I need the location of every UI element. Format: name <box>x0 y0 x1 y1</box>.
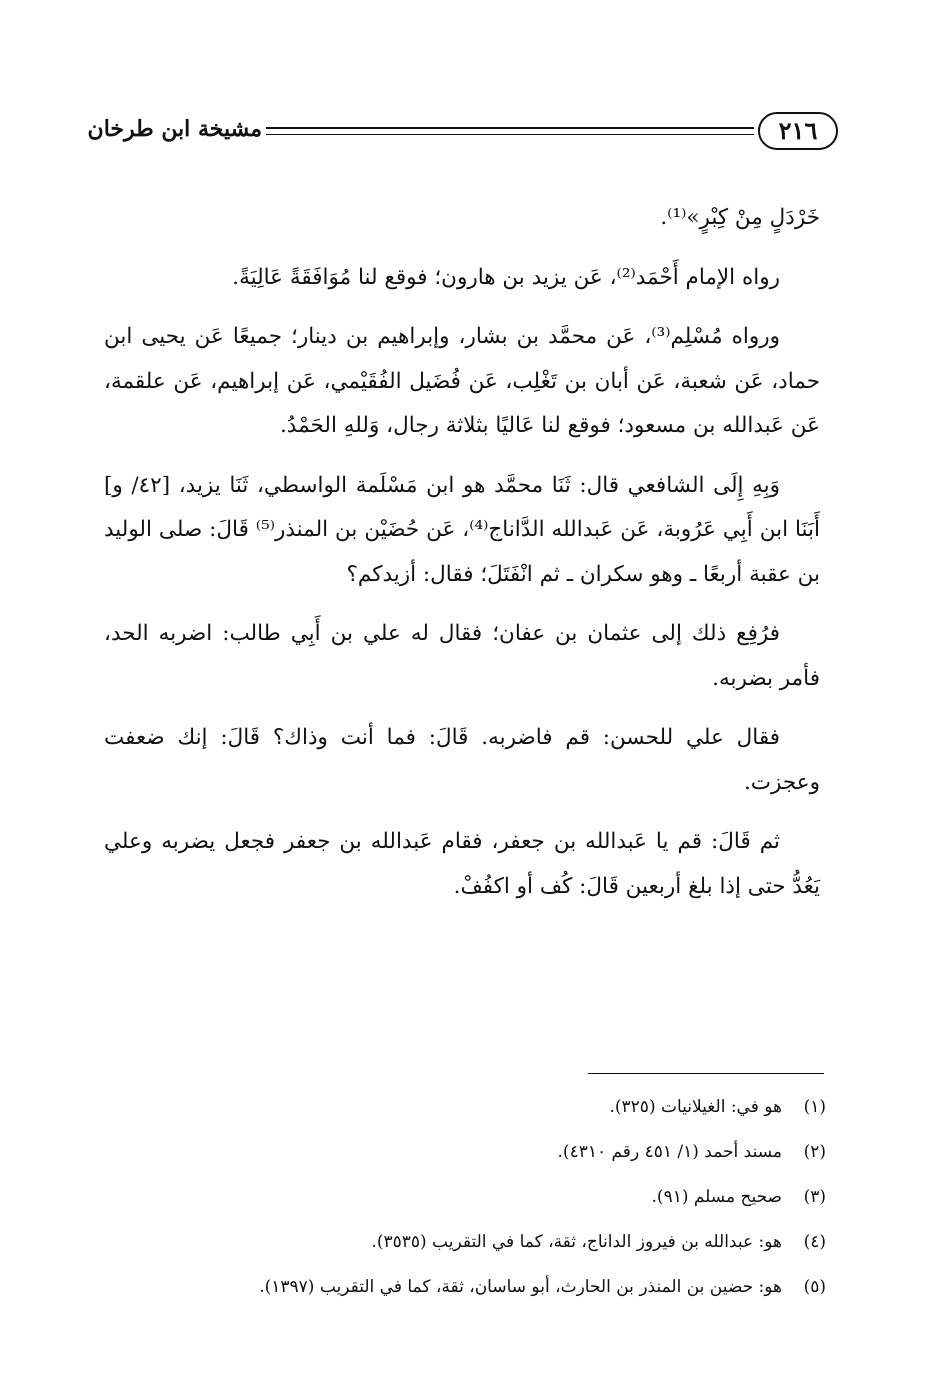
paragraph: رواه الإمام أَحْمَد⁽²⁾، عَن يزيد بن هارون؛ فوقع لنا مُوَافَقَةً عَالِيَةً. <box>232 264 780 290</box>
footnote-text: صحيح مسلم (٩١). <box>651 1187 782 1207</box>
footnote <box>104 1175 826 1220</box>
footnotes <box>104 1085 826 1310</box>
paragraph: ثم قَالَ: قم يا عَبدالله بن جعفر، فقام عَبدالله بن جعفر فجعل يضربه وعلي يَعُدُّ حتى إذا بلغ أربعين قَالَ: كُف أو اكفُفْ. <box>104 829 820 899</box>
paragraph: فقال علي للحسن: قم فاضربه. قَالَ: فما أنت وذاك؟ قَالَ: إنك ضعفت وعجزت. <box>104 725 820 795</box>
footnote <box>104 1130 826 1175</box>
footnote-number: (٢) <box>803 1142 826 1162</box>
footnote-number: (٣) <box>803 1187 826 1207</box>
book-title: مشيخة ابن طرخان <box>87 116 262 142</box>
paragraph: وَبِهِ إِلَى الشافعي قال: ثَنَا محمَّد هو ابن مَسْلَمة الواسطي، ثَنَا يزيد، [٤٢/ و] أَبَنَا ابن أَبِي عَرُوبة، عَن عَبدالله الدَّاناج⁽⁴⁾، عَن حُضَيْن بن المنذر⁽⁵⁾ قَالَ: صلى الوليد بن عقبة أربعًا ـ وهو سكران ـ ثم انْفَتَلَ؛ فقال: أزيدكم؟ <box>104 472 820 587</box>
paragraph: فرُفِع ذلك إلى عثمان بن عفان؛ فقال له علي بن أَبِي طالب: اضربه الحد، فأمر بضربه. <box>104 621 820 691</box>
footnote-number: (٤) <box>803 1232 826 1252</box>
footnote <box>104 1085 826 1130</box>
running-header <box>87 112 838 152</box>
footnote-text: مسند أحمد (١/ ٤٥١ رقم ٤٣١٠). <box>557 1142 782 1162</box>
footnote <box>104 1220 826 1265</box>
main-text <box>104 196 820 924</box>
header-rule <box>266 127 754 135</box>
footnote-number: (٥) <box>803 1277 826 1297</box>
paragraph: ورواه مُسْلِم⁽³⁾، عَن محمَّد بن بشار، وإبراهيم بن دينار؛ جميعًا عَن يحيى ابن حماد، عَن شعبة، عَن أبان بن تَغْلِب، عَن فُضَيل الفُقَيْمي، عَن إبراهيم، عَن علقمة، عَن عَبدالله بن مسعود؛ فوقع لنا عَاليًا بثلاثة رجال، وَللهِ الحَمْدُ. <box>104 324 820 438</box>
footnote-number: (١) <box>803 1097 826 1117</box>
paragraph: خَرْدَلٍ مِنْ كِبْرٍ»⁽¹⁾. <box>660 205 820 230</box>
footnote-text: هو: عبدالله بن فيروز الداناج، ثقة، كما في التقريب (٣٥٣٥). <box>371 1232 782 1252</box>
footnote-text: هو: حضين بن المنذر بن الحارث، أبو ساسان، ثقة، كما في التقريب (١٣٩٧). <box>259 1277 782 1297</box>
page-number: ٢١٦ <box>758 112 838 150</box>
footnote-text: هو في: الغيلانيات (٣٢٥). <box>609 1097 782 1117</box>
footnote-separator <box>588 1073 824 1074</box>
footnote <box>104 1265 826 1310</box>
